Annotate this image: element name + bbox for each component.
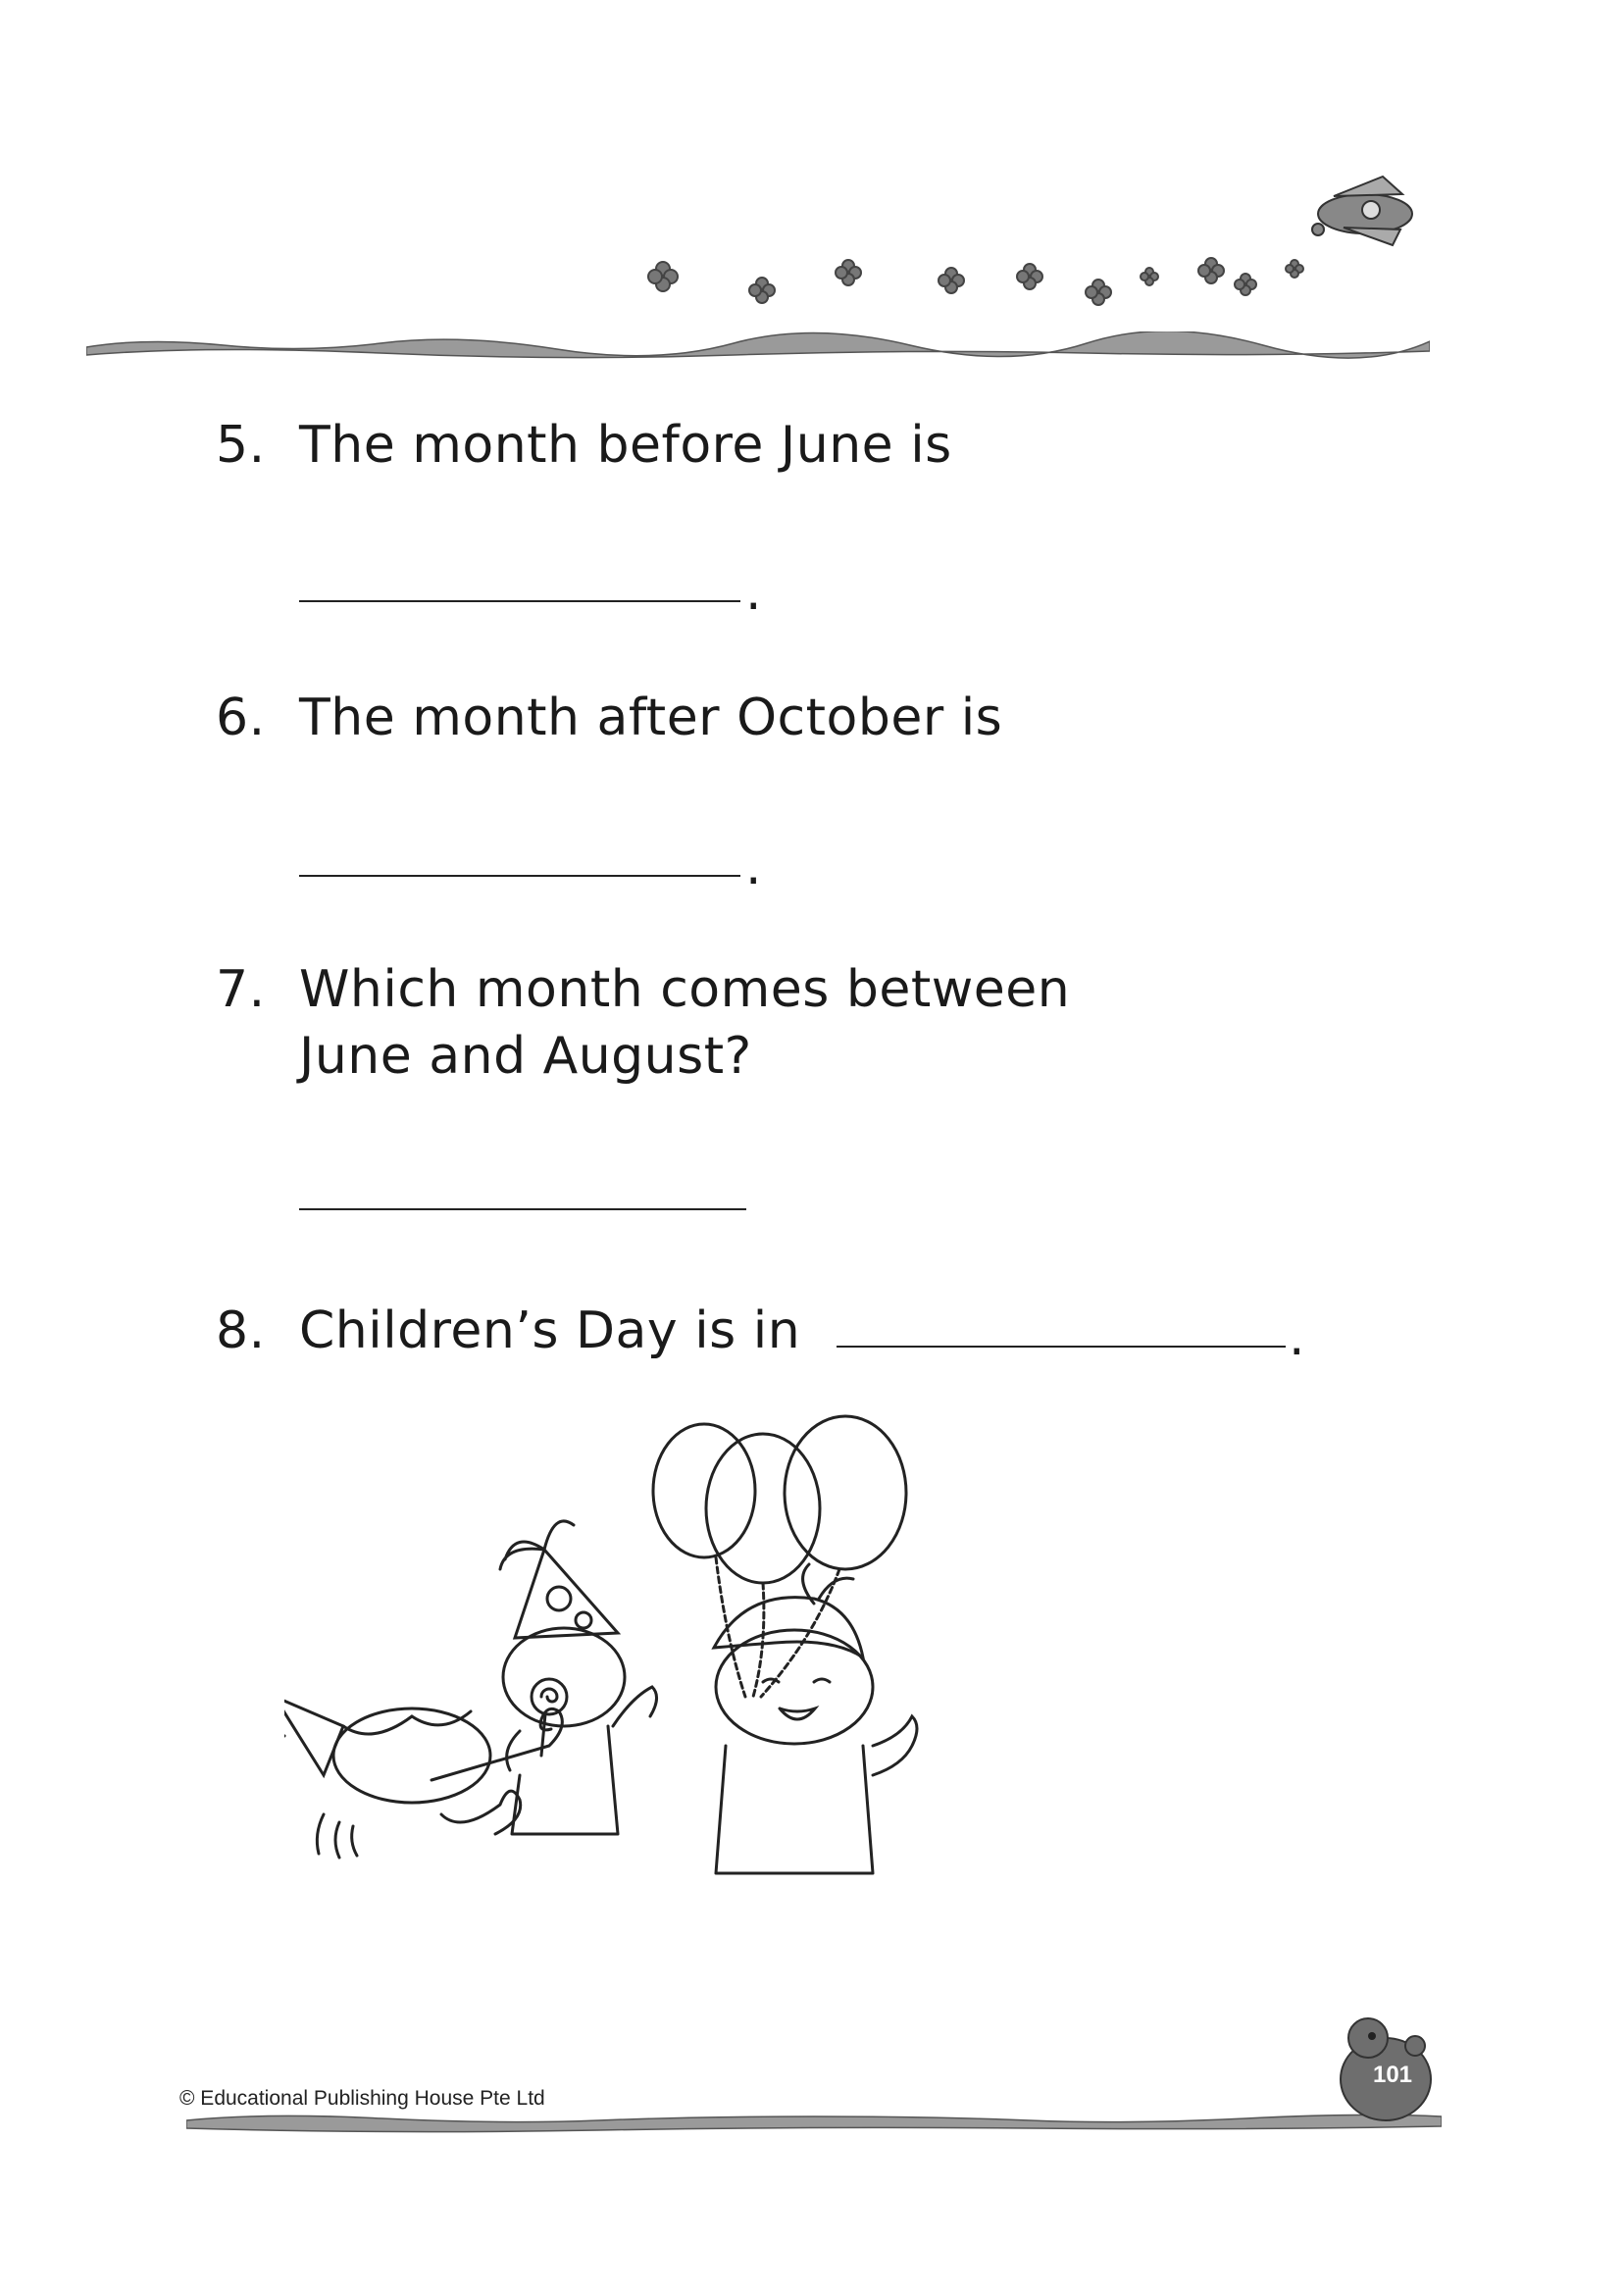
answer-blank-8[interactable] [837,1346,1286,1348]
balloon [785,1416,906,1569]
question-7 [216,956,1393,1094]
airplane-icon [1304,167,1432,255]
bottom-divider [186,2107,1442,2134]
question-6 [216,685,1393,763]
question-number: 5. [216,416,266,475]
children-party-illustration [284,1402,1314,1981]
answer-period: . [745,563,762,622]
question-5 [216,412,1393,490]
answer-blank-6[interactable] [299,875,740,877]
answer-blank-5[interactable] [299,600,740,602]
copyright-footer: © Educational Publishing House Pte Ltd [179,2087,545,2110]
answer-period: . [745,838,762,896]
question-text-line-2: June and August? [299,1027,752,1086]
top-divider [86,331,1430,361]
answer-period: . [1289,1308,1305,1367]
balloon [653,1424,755,1557]
question-text: The month after October is [299,688,1003,747]
answer-blank-7[interactable] [299,1208,746,1210]
flower-trail-icon [628,235,1334,324]
question-text: The month before June is [299,416,952,475]
question-text-line-1: Which month comes between [299,960,1071,1019]
question-8 [216,1298,843,1376]
balloon [706,1434,820,1583]
page-number: 101 [1372,2062,1413,2088]
question-number: 7. [216,960,266,1019]
question-number: 8. [216,1301,266,1360]
question-number: 6. [216,688,266,747]
question-text: Children’s Day is in [299,1301,801,1360]
